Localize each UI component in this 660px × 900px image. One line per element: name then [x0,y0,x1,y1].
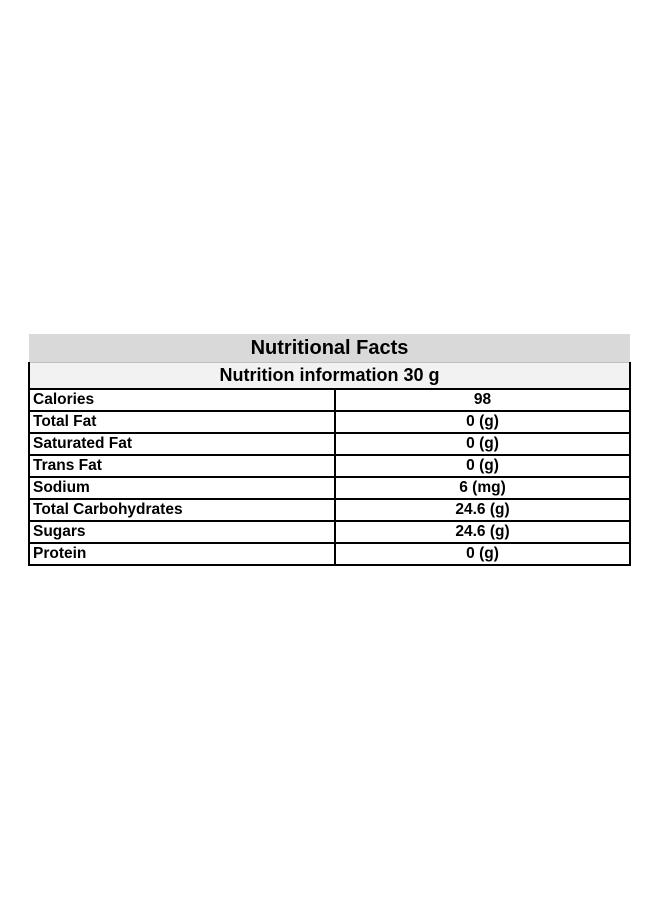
nutrient-name: Total Fat [29,411,335,433]
table-row [29,411,630,433]
nutrient-name: Trans Fat [29,455,335,477]
table-row [29,477,630,499]
table-subtitle-row [29,363,630,389]
nutrient-name: Calories [29,389,335,411]
table-title-row [29,335,630,363]
nutrient-name: Saturated Fat [29,433,335,455]
nutrient-value: 0 (g) [335,455,630,477]
table-row [29,521,630,543]
nutrient-name: Total Carbohydrates [29,499,335,521]
nutrient-name: Protein [29,543,335,565]
nutrient-value: 0 (g) [335,433,630,455]
nutrient-value: 0 (g) [335,411,630,433]
nutrient-value: 6 (mg) [335,477,630,499]
nutrient-value: 24.6 (g) [335,521,630,543]
table-row [29,433,630,455]
table-row [29,499,630,521]
table-title: Nutritional Facts [29,335,630,363]
table-row [29,455,630,477]
nutrient-value: 24.6 (g) [335,499,630,521]
table-row [29,543,630,565]
nutrient-value: 98 [335,389,630,411]
table-row [29,389,630,411]
table-subtitle: Nutrition information 30 g [29,363,630,389]
nutrition-facts-table [28,334,631,566]
nutrient-name: Sodium [29,477,335,499]
nutrient-name: Sugars [29,521,335,543]
nutrient-value: 0 (g) [335,543,630,565]
